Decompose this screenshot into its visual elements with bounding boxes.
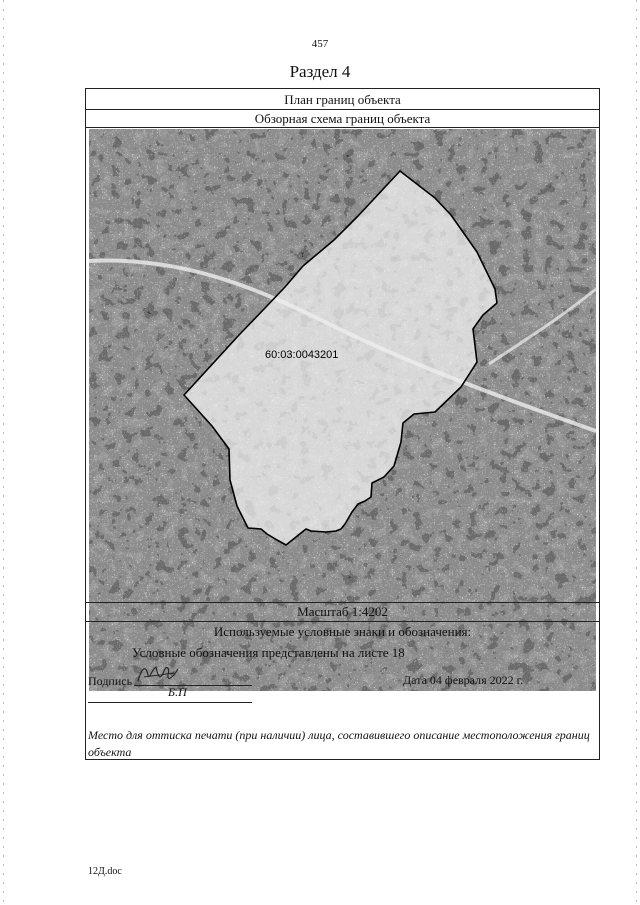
legend-title: Используемые условные знаки и обозначения: [213,624,472,639]
signer-initials: Б.П [168,685,187,699]
scan-edge-left [3,0,4,905]
section-title: Раздел 4 [289,62,351,81]
row-divider [86,127,599,128]
boundary-plan-table [85,88,600,760]
scan-edge-right [636,0,637,905]
document-date: Дата 04 февраля 2022 г. [403,673,524,687]
page-number: 457 [311,38,329,50]
handwritten-signature [134,661,184,687]
table-subheader: Обзорная схема границ объекта [254,111,431,126]
footer-filename: 12Д.doc [88,866,122,877]
row-divider [86,109,599,110]
row-divider [86,621,599,622]
table-header: План границ объекта [284,92,401,107]
initials-line [88,702,252,703]
parcel-cadastral-number: 60:03:0043201 [265,349,339,361]
row-divider [86,602,599,603]
legend-note: Условные обозначения представлены на листе 18 [132,645,405,660]
map-scale: Масштаб 1:4202 [297,604,388,619]
stamp-place-note: Место для оттиска печати (при наличии) лица, составившего описание местоположения границ объекта [88,728,590,759]
signature-label: Подпись [88,674,133,688]
signature-line [134,685,252,686]
